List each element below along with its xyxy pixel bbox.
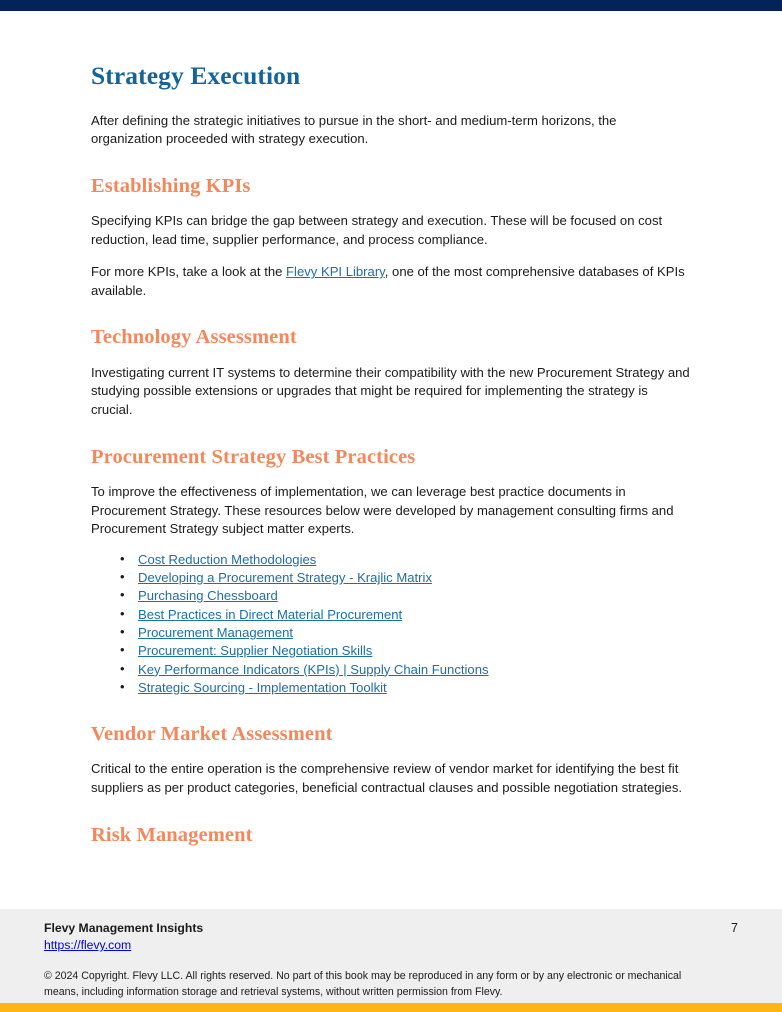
flevy-kpi-library-link[interactable]: Flevy KPI Library bbox=[286, 264, 385, 280]
section-heading-technology-assessment: Technology Assessment bbox=[91, 326, 297, 349]
section-paragraph-kpis-1: Specifying KPIs can bridge the gap between strategy and execution. These will be focused on cost reduction, lead time, supplier performance, and process compliance. bbox=[91, 213, 663, 247]
list-item bbox=[138, 606, 690, 624]
resource-link-4[interactable]: Best Practices in Direct Material Procurement bbox=[138, 606, 403, 622]
top-accent-band bbox=[0, 0, 782, 11]
list-item bbox=[138, 624, 690, 642]
page-title: Strategy Execution bbox=[91, 61, 301, 90]
resource-link-5[interactable]: Procurement Management bbox=[138, 624, 294, 640]
footer-website-link[interactable]: https://flevy.com bbox=[44, 938, 132, 952]
list-item bbox=[138, 569, 690, 587]
section-paragraph-technology: Investigating current IT systems to determine their compatibility with the new Procurement Strategy and studying possible extensions or upgrades that might be required for implementing the strategy is crucial. bbox=[91, 364, 690, 418]
list-item bbox=[138, 587, 690, 605]
list-item bbox=[138, 679, 690, 697]
footer-brand-block bbox=[44, 920, 203, 954]
section-paragraph-vendor-market: Critical to the entire operation is the comprehensive review of vendor market for identifying the best fit suppliers as per product categories, beneficial contractual clauses and possible negotiation strategies. bbox=[91, 761, 683, 796]
intro-paragraph: After defining the strategic initiatives to pursue in the short- and medium-term horizons, the organization proceeded with strategy execution. bbox=[91, 112, 617, 147]
resource-link-3[interactable]: Purchasing Chessboard bbox=[138, 588, 278, 604]
resource-link-7[interactable]: Key Performance Indicators (KPIs) | Supply Chain Functions bbox=[138, 661, 489, 677]
page-content bbox=[0, 11, 782, 909]
section-heading-risk-management: Risk Management bbox=[91, 823, 253, 846]
list-item bbox=[138, 642, 690, 660]
list-item bbox=[138, 551, 690, 569]
kpi-text-prefix: For more KPIs, take a look at the bbox=[91, 264, 287, 280]
section-paragraph-best-practices: To improve the effectiveness of implementation, we can leverage best practice documents in Procurement Strategy. These resources below were developed by management consulting firms and Procurement Strategy subject matter experts. bbox=[91, 483, 674, 537]
section-heading-establishing-kpis: Establishing KPIs bbox=[91, 174, 251, 197]
resource-link-8[interactable]: Strategic Sourcing - Implementation Toolkit bbox=[138, 679, 387, 695]
kpi-text-suffix: , one of the most comprehensive databases of KPIs available. bbox=[91, 264, 685, 298]
resource-link-2[interactable]: Developing a Procurement Strategy - Krajlic Matrix bbox=[138, 570, 432, 586]
footer-brand-name: Flevy Management Insights bbox=[44, 921, 204, 935]
footer-page-number: 7 bbox=[731, 921, 738, 935]
footer-copyright-text: © 2024 Copyright. Flevy LLC. All rights reserved. No part of this book may be reproduced in any form or by any electronic or mechanical means, including information storage and retrieval systems, without written permission from Flevy. bbox=[44, 970, 682, 998]
list-item bbox=[138, 661, 690, 679]
resource-link-1[interactable]: Cost Reduction Methodologies bbox=[138, 551, 317, 567]
page-footer bbox=[0, 909, 782, 1003]
footer-top-row bbox=[44, 920, 738, 954]
section-heading-vendor-market-assessment: Vendor Market Assessment bbox=[91, 723, 333, 746]
section-heading-best-practices: Procurement Strategy Best Practices bbox=[91, 445, 416, 468]
section-paragraph-kpis-2 bbox=[91, 263, 690, 300]
bottom-accent-band bbox=[0, 1003, 782, 1012]
resource-link-list bbox=[91, 551, 690, 697]
resource-link-6[interactable]: Procurement: Supplier Negotiation Skills bbox=[138, 643, 373, 659]
